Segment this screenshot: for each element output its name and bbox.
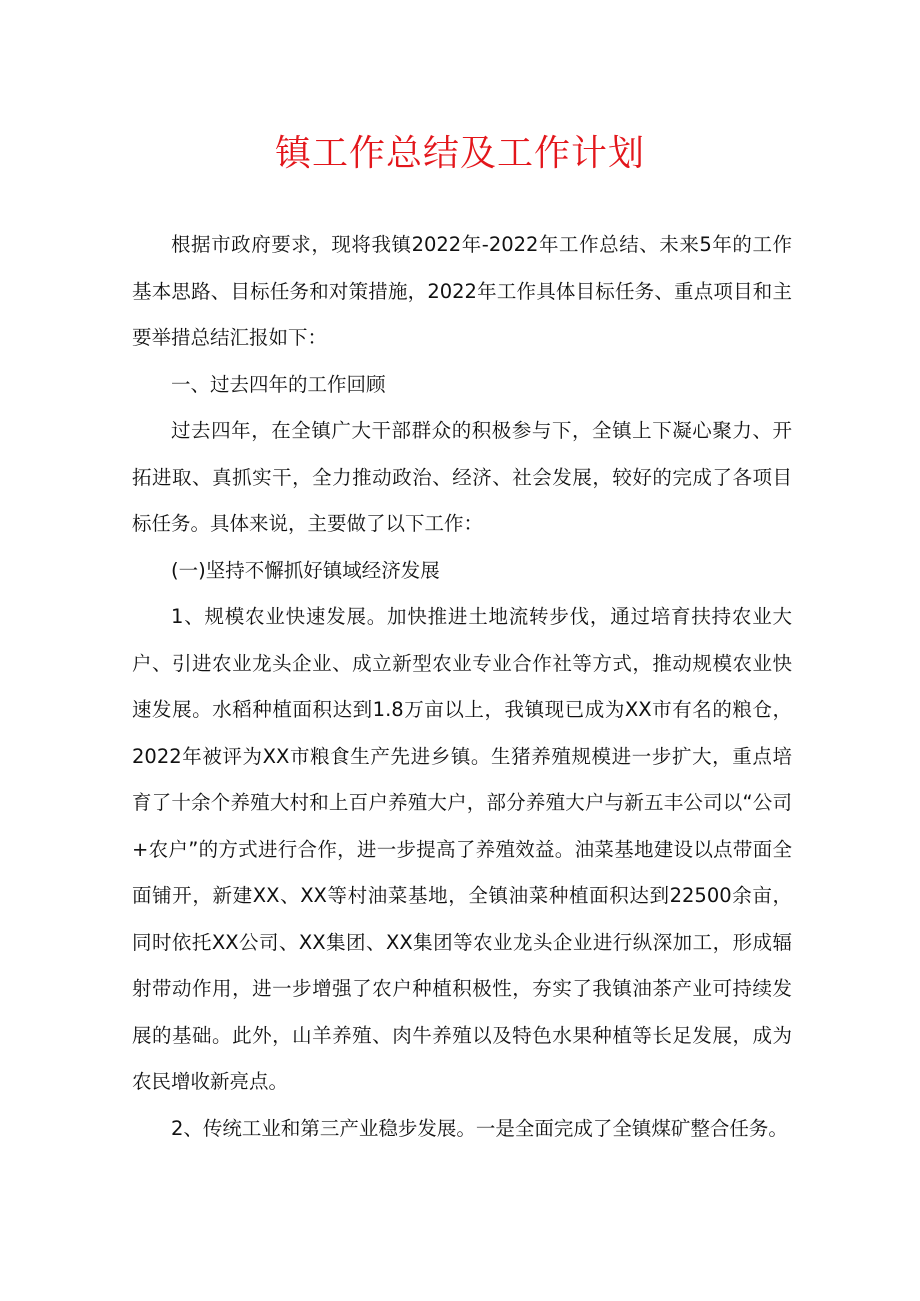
section-heading-1: 一、过去四年的工作回顾 [171,372,386,396]
industry-paragraph: 2、传统工业和第三产业稳步发展。一是全面完成了全镇煤矿整合任务。 [171,1116,788,1140]
review-paragraph: 过去四年，在全镇广大干部群众的积极参与下，全镇上下凝心聚力、开拓进取、真抓实干，全力推动政治、经济、社会发展，较好的完成了各项目标任务。具体来说，主要做了以下工作： [132,419,792,535]
document-title: 镇工作总结及工作计划 [274,133,645,174]
document-body [132,222,792,1152]
subsection-heading-1: (一)坚持不懈抓好镇域经济发展 [171,558,440,582]
agriculture-paragraph: 1、规模农业快速发展。加快推进土地流转步伐，通过培育扶持农业大户、引进农业龙头企业、成立新型农业专业合作社等方式，推动规模农业快速发展。水稻种植面积达到1.8万亩以上，我镇现已成为XX市有名的粮仓，2022年被评为XX市粮食生产先进乡镇。生猪养殖规模进一步扩大，重点培育了十余个养殖大村和上百户养殖大户，部分养殖大户与新五丰公司以“公司+农户”的方式进行合作，进一步提高了养殖效益。油菜基地建设以点带面全面铺开，新建XX、XX等村油菜基地，全镇油菜种植面积达到22500余亩，同时依托XX公司、XX集团、XX集团等农业龙头企业进行纵深加工，形成辐射带动作用，进一步增强了农户种植积极性，夯实了我镇油茶产业可持续发展的基础。此外，山羊养殖、肉牛养殖以及特色水果种植等长足发展，成为农民增收新亮点。 [132,605,792,1093]
intro-paragraph: 根据市政府要求，现将我镇2022年-2022年工作总结、未来5年的工作基本思路、目标任务和对策措施，2022年工作具体目标任务、重点项目和主要举措总结汇报如下： [132,233,792,349]
